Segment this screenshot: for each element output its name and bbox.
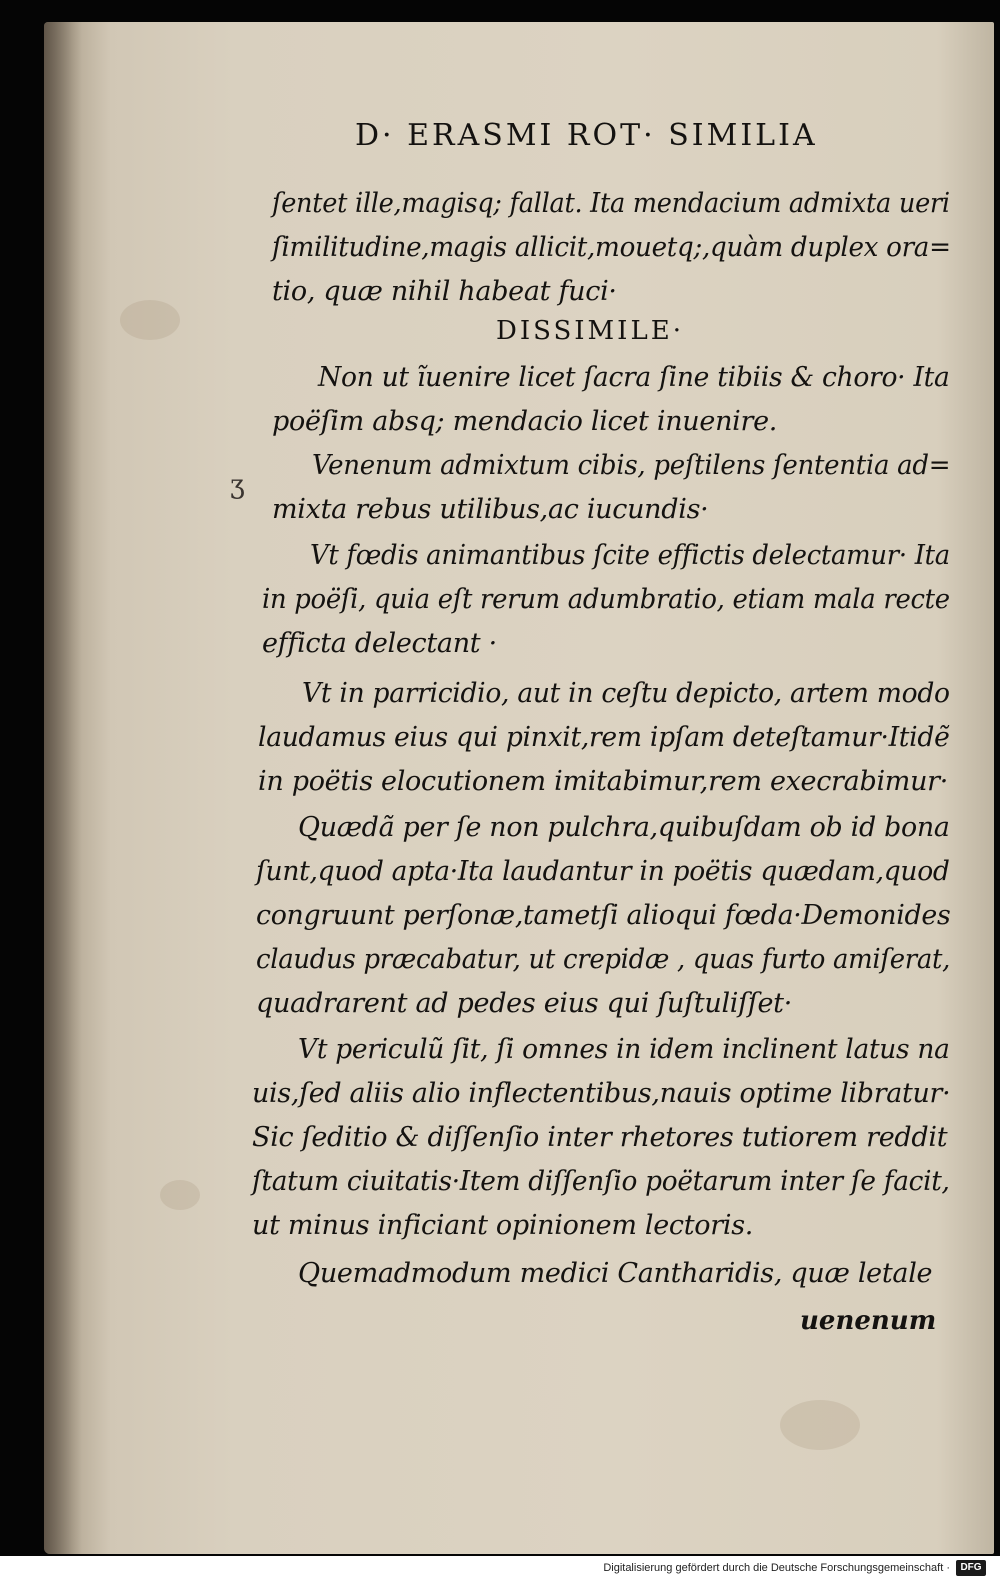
text-line: ſtatum ciuitatis·Item diſſenſio poëtarum inter ſe facit, (252, 1166, 950, 1197)
text-line: Vt periculũ ſit, ſi omnes in idem inclinent latus na (298, 1034, 950, 1065)
dfg-logo-icon: DFG (956, 1560, 986, 1576)
text-line: Non ut ĩuenire licet ſacra ſine tibiis & choro· Ita (318, 362, 950, 393)
text-line: poëſim absq; mendacio licet inuenire. (272, 406, 778, 437)
text-line: ut minus inficiant opinionem lectoris. (252, 1210, 754, 1241)
text-line: tio, quæ nihil habeat fuci· (272, 276, 617, 307)
text-line: Sic ſeditio & diſſenſio inter rhetores tutiorem reddit (252, 1122, 948, 1153)
text-line: claudus præcabatur, ut crepidæ , quas furto amiſerat, (256, 944, 951, 975)
text-line: Quemadmodum medici Cantharidis, quæ letale (298, 1258, 933, 1289)
section-heading: DISSIMILE· (496, 316, 684, 346)
text-line: congruunt perſonæ,tametſi alioqui fœda·Demonides (256, 900, 951, 931)
text-line: Vt in parricidio, aut in ceſtu depicto, artem modo (302, 678, 950, 709)
running-head: D· ERASMI ROT· SIMILIA (355, 118, 818, 153)
text-line: ſimilitudine,magis allicit,mouetq;,quàm duplex ora= (272, 232, 951, 263)
footer-credit: Digitalisierung gefördert durch die Deutsche Forschungsgemeinschaft · (603, 1562, 950, 1574)
text-line: in poëſi, quia eſt rerum adumbratio, etiam mala recte (262, 584, 950, 615)
text-line: ſentet ille,magisq; fallat. Ita mendacium admixta ueri (272, 188, 950, 219)
text-line: Venenum admixtum cibis, peſtilens ſententia ad= (312, 450, 951, 481)
text-line: uis,ſed aliis alio inflectentibus,nauis optime libratur· (252, 1078, 951, 1109)
text-line: in poëtis elocutionem imitabimur,rem execrabimur· (258, 766, 949, 797)
text-line: efficta delectant · (262, 628, 497, 659)
text-line: ſunt,quod apta·Ita laudantur in poëtis quædam,quod (256, 856, 950, 887)
text-line: mixta rebus utilibus,ac iucundis· (272, 494, 709, 525)
text-line: laudamus eius qui pinxit,rem ipſam deteſtamur·Itidẽ (258, 722, 950, 753)
text-line: Vt fœdis animantibus ſcite effictis delectamur· Ita (310, 540, 950, 571)
catchword: uenenum (800, 1306, 937, 1336)
text-line: Quædã per ſe non pulchra,quibuſdam ob id bona (298, 812, 950, 843)
margin-annotation: ʒ (230, 470, 245, 500)
text-line: quadrarent ad pedes eius qui ſuſtuliſſet· (256, 988, 793, 1019)
